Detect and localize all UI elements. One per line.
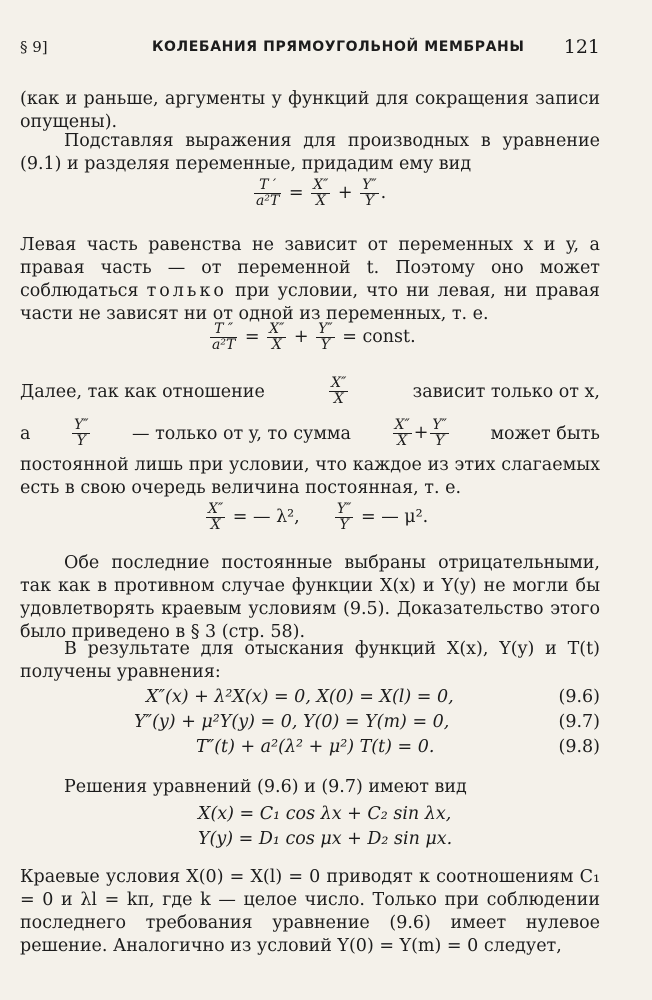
equation-number-9-6: (9.6)	[558, 687, 600, 707]
paragraph-1: (как и раньше, аргументы у функций для сокращения записи опущены).	[20, 89, 600, 132]
running-title: КОЛЕБАНИЯ ПРЯМОУГОЛЬНОЙ МЕМБРАНЫ	[152, 39, 525, 55]
page-number: 121	[563, 36, 600, 58]
solution-x: X(x) = C₁ cos λx + C₂ sin λx,	[198, 804, 452, 824]
formula-separation: $\frac{T '}{\text{a²T}}$ = $\frac{X''}{X}$ + $\frac{Y''}{Y}$ .	[256, 177, 387, 209]
section-mark: § 9]	[20, 38, 48, 56]
solution-y: Y(y) = D₁ cos μx + D₂ sin μx.	[198, 829, 453, 849]
formula-const: $\frac{T ''}{\text{a²T}}$ = $\frac{X''}{X}$ + $\frac{Y''}{Y}$ = const.	[212, 321, 416, 353]
paragraph-4-line1: Далее, так как отношение $\frac{X''}{X}$ зависит только от x,	[20, 375, 600, 407]
paragraph-2: Подставляя выражения для производных в уравнение (9.1) и разделяя переменные, придадим ему вид	[20, 131, 600, 174]
paragraph-8: Краевые условия X(0) = X(l) = 0 приводят к соотношениям C₁ = 0 и λl = kπ, где k — целое число. Только при соблюдении последнего требования уравнение (9.6) имеет нулевое решение. Аналогично из условий Y(0) = Y(m) = 0 следует,	[20, 867, 600, 956]
equation-9-7: Y″(y) + μ²Y(y) = 0, Y(0) = Y(m) = 0,	[134, 712, 450, 732]
paragraph-4-line2: а $\frac{Y''}{Y}$ — только от y, то сумма $\frac{X''}{X}$ + $\frac{Y''}{Y}$ может быть	[20, 417, 600, 449]
equation-number-9-8: (9.8)	[558, 737, 600, 757]
paragraph-3: Левая часть равенства не зависит от переменных x и y, а правая часть — от переменной t. Поэтому оно может соблюдаться только при условии, что ни левая, ни правая части не зависят ни от одной из переменных, т. е.	[20, 235, 600, 324]
formula-lambda-mu: $\frac{X''}{X}$ = — λ², $\frac{Y''}{Y}$ = — μ².	[208, 501, 429, 533]
paragraph-6: В результате для отыскания функций X(x), Y(y) и T(t) получены уравнения:	[20, 639, 600, 682]
paragraph-7: Решения уравнений (9.6) и (9.7) имеют вид	[64, 777, 467, 797]
running-header	[20, 38, 600, 58]
paragraph-4-rest: постоянной лишь при условии, что каждое из этих слагаемых есть в свою очередь величина постоянная, т. е.	[20, 455, 600, 498]
equation-number-9-7: (9.7)	[558, 712, 600, 732]
equation-9-8: T″(t) + a²(λ² + μ²) T(t) = 0.	[196, 737, 435, 757]
equation-9-6: X″(x) + λ²X(x) = 0, X(0) = X(l) = 0,	[146, 687, 454, 707]
paragraph-5: Обе последние постоянные выбраны отрицательными, так как в противном случае функции X(x) и Y(y) не могли бы удовлетворять краевым условиям (9.5). Доказательство этого было приведено в § 3 (стр. 58).	[20, 553, 600, 642]
